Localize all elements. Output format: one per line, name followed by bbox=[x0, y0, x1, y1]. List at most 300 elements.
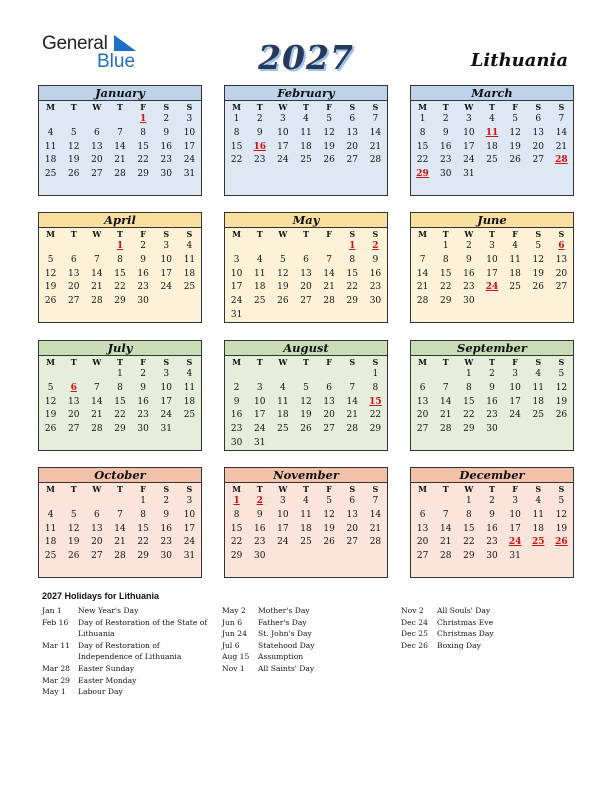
day-cell: 2 bbox=[163, 114, 170, 124]
day-cell: 15 bbox=[416, 141, 429, 152]
day-cell: 30 bbox=[463, 296, 475, 307]
day-cell: 8 bbox=[419, 127, 426, 138]
day-cell: 16 bbox=[137, 268, 149, 279]
holiday-day: 1 bbox=[140, 114, 147, 124]
month-december bbox=[410, 467, 574, 578]
holiday-entry bbox=[401, 617, 566, 629]
weekday-label: W bbox=[464, 484, 474, 494]
day-cell: 3 bbox=[279, 114, 286, 124]
weekday-label: T bbox=[117, 357, 123, 367]
day-grid bbox=[225, 113, 387, 168]
empty-cell bbox=[271, 368, 294, 382]
day-cell: 20 bbox=[323, 410, 335, 421]
empty-cell bbox=[62, 113, 85, 127]
day-cell: 31 bbox=[160, 424, 172, 435]
day-cell: 6 bbox=[326, 382, 332, 393]
holiday-date: Aug 15 bbox=[222, 652, 250, 662]
weekday-label: T bbox=[256, 102, 263, 112]
day-cell: 4 bbox=[512, 241, 518, 251]
day-cell: 13 bbox=[346, 127, 358, 138]
holiday-name: Day of Restoration of Independence of Lithuania bbox=[78, 640, 182, 662]
day-cell: 6 bbox=[419, 509, 426, 520]
day-cell: 9 bbox=[233, 396, 240, 407]
day-cell: 31 bbox=[183, 551, 196, 562]
day-cell: 10 bbox=[277, 509, 289, 520]
day-cell: 17 bbox=[160, 268, 172, 279]
day-cell: 24 bbox=[183, 155, 196, 166]
day-cell: 6 bbox=[349, 114, 356, 124]
holiday-day: 6 bbox=[70, 382, 77, 393]
month-november bbox=[224, 467, 388, 578]
weekday-label: M bbox=[46, 229, 55, 239]
day-cell: 27 bbox=[346, 537, 358, 548]
day-cell: 15 bbox=[114, 268, 126, 279]
day-cell: 26 bbox=[323, 537, 335, 548]
weekday-label: T bbox=[489, 357, 495, 367]
day-cell: 12 bbox=[67, 523, 80, 534]
month-june bbox=[410, 212, 574, 323]
month-february bbox=[224, 85, 388, 196]
day-cell: 25 bbox=[253, 296, 266, 307]
weekday-label: S bbox=[349, 229, 356, 239]
day-cell: 8 bbox=[349, 254, 356, 265]
empty-cell bbox=[85, 495, 108, 509]
weekday-label: W bbox=[92, 229, 102, 239]
day-cell: 5 bbox=[326, 496, 332, 506]
day-cell: 9 bbox=[465, 254, 472, 265]
day-cell: 19 bbox=[509, 141, 521, 152]
day-cell: 25 bbox=[277, 424, 289, 435]
weekday-label: T bbox=[256, 357, 263, 367]
day-cell: 29 bbox=[137, 169, 149, 180]
day-cell: 21 bbox=[323, 282, 335, 293]
day-cell: 7 bbox=[558, 114, 565, 124]
day-cell: 17 bbox=[183, 523, 196, 534]
day-cell: 27 bbox=[416, 551, 429, 562]
holiday-day: 25 bbox=[532, 537, 545, 548]
day-cell: 7 bbox=[326, 254, 332, 265]
weekday-label: T bbox=[489, 484, 495, 494]
day-cell: 1 bbox=[465, 369, 472, 379]
day-cell: 5 bbox=[279, 254, 286, 265]
day-cell: 3 bbox=[279, 496, 286, 506]
day-cell: 12 bbox=[44, 396, 57, 407]
weekday-header bbox=[225, 101, 387, 113]
weekday-label: S bbox=[186, 357, 193, 367]
logo-text-blue: Blue bbox=[97, 51, 136, 72]
weekday-header bbox=[411, 228, 573, 240]
day-cell: 28 bbox=[416, 296, 429, 307]
day-cell: 23 bbox=[137, 282, 149, 293]
holiday-day: 2 bbox=[372, 241, 379, 251]
day-cell: 23 bbox=[230, 424, 243, 435]
weekday-label: T bbox=[489, 229, 495, 239]
day-cell: 27 bbox=[300, 296, 312, 307]
day-cell: 2 bbox=[256, 114, 263, 124]
day-cell: 28 bbox=[439, 551, 452, 562]
day-cell: 20 bbox=[91, 537, 103, 548]
day-cell: 8 bbox=[465, 382, 472, 393]
weekday-label: S bbox=[349, 484, 356, 494]
day-grid bbox=[411, 113, 573, 182]
empty-cell bbox=[294, 240, 317, 254]
day-cell: 10 bbox=[230, 268, 243, 279]
month-may bbox=[224, 212, 388, 323]
weekday-label: W bbox=[464, 229, 474, 239]
holiday-date: May 1 bbox=[42, 687, 66, 697]
day-cell: 2 bbox=[140, 241, 146, 251]
holiday-date: Jun 6 bbox=[222, 617, 243, 627]
day-cell: 11 bbox=[509, 254, 521, 265]
day-cell: 21 bbox=[91, 282, 103, 293]
month-title: September bbox=[411, 341, 573, 356]
day-cell: 8 bbox=[372, 382, 379, 393]
day-cell: 9 bbox=[489, 382, 495, 393]
holiday-date: Mar 29 bbox=[42, 675, 71, 685]
day-cell: 12 bbox=[300, 396, 312, 407]
day-cell: 10 bbox=[509, 382, 521, 393]
day-cell: 12 bbox=[323, 127, 335, 138]
page-title-year: 2027 bbox=[258, 38, 354, 77]
day-cell: 5 bbox=[70, 509, 77, 520]
day-cell: 21 bbox=[555, 141, 568, 152]
weekday-label: W bbox=[92, 102, 102, 112]
day-cell: 13 bbox=[532, 127, 544, 138]
holiday-entry bbox=[401, 628, 566, 640]
weekday-label: W bbox=[278, 484, 288, 494]
day-cell: 28 bbox=[369, 155, 382, 166]
weekday-label: M bbox=[46, 357, 55, 367]
day-cell: 14 bbox=[439, 396, 452, 407]
day-cell: 20 bbox=[532, 141, 544, 152]
weekday-label: T bbox=[256, 484, 263, 494]
weekday-label: S bbox=[372, 357, 379, 367]
weekday-label: M bbox=[418, 484, 427, 494]
day-cell: 29 bbox=[114, 296, 126, 307]
day-cell: 19 bbox=[44, 410, 57, 421]
weekday-label: F bbox=[512, 484, 518, 494]
empty-cell bbox=[248, 240, 271, 254]
day-grid bbox=[411, 240, 573, 309]
day-cell: 22 bbox=[346, 282, 358, 293]
holiday-day: 1 bbox=[233, 496, 240, 506]
day-cell: 19 bbox=[323, 523, 335, 534]
day-cell: 13 bbox=[67, 268, 80, 279]
day-cell: 24 bbox=[277, 155, 289, 166]
day-cell: 26 bbox=[44, 296, 57, 307]
day-cell: 7 bbox=[419, 254, 426, 265]
weekday-label: S bbox=[349, 102, 356, 112]
day-cell: 16 bbox=[369, 268, 382, 279]
holiday-date: Jun 24 bbox=[222, 629, 247, 639]
day-cell: 20 bbox=[67, 410, 80, 421]
holiday-name: New Year's Day bbox=[78, 606, 139, 615]
holiday-date: Mar 28 bbox=[42, 663, 71, 673]
day-cell: 26 bbox=[300, 424, 312, 435]
day-cell: 14 bbox=[439, 523, 452, 534]
day-cell: 24 bbox=[160, 410, 172, 421]
holiday-date: Nov 2 bbox=[401, 606, 424, 615]
day-cell: 30 bbox=[160, 551, 172, 562]
day-cell: 4 bbox=[535, 496, 542, 506]
weekday-label: T bbox=[70, 102, 77, 112]
day-cell: 15 bbox=[114, 396, 126, 407]
holiday-entry bbox=[42, 605, 214, 617]
empty-cell bbox=[341, 368, 364, 382]
holiday-date: May 2 bbox=[222, 606, 246, 615]
day-cell: 25 bbox=[300, 537, 312, 548]
day-cell: 2 bbox=[489, 496, 495, 506]
weekday-label: S bbox=[372, 229, 379, 239]
day-cell: 26 bbox=[67, 551, 80, 562]
day-cell: 27 bbox=[416, 424, 429, 435]
weekday-label: T bbox=[442, 484, 449, 494]
empty-cell bbox=[225, 240, 248, 254]
day-cell: 21 bbox=[369, 523, 382, 534]
day-cell: 15 bbox=[137, 523, 149, 534]
day-cell: 30 bbox=[253, 551, 266, 562]
day-cell: 8 bbox=[140, 509, 146, 520]
empty-cell bbox=[411, 240, 434, 254]
day-cell: 30 bbox=[230, 437, 243, 448]
day-cell: 31 bbox=[253, 437, 266, 448]
day-cell: 27 bbox=[555, 282, 568, 293]
weekday-label: T bbox=[303, 357, 309, 367]
day-cell: 21 bbox=[439, 537, 452, 548]
empty-cell bbox=[271, 240, 294, 254]
month-march bbox=[410, 85, 574, 196]
holiday-name: Labour Day bbox=[78, 687, 123, 697]
month-january bbox=[38, 85, 202, 196]
month-title: February bbox=[225, 86, 387, 101]
day-cell: 23 bbox=[486, 410, 498, 421]
weekday-label: W bbox=[278, 357, 288, 367]
day-cell: 27 bbox=[67, 424, 80, 435]
day-cell: 3 bbox=[186, 496, 193, 506]
day-cell: 27 bbox=[91, 551, 103, 562]
empty-cell bbox=[248, 368, 271, 382]
day-cell: 14 bbox=[91, 396, 103, 407]
day-cell: 21 bbox=[439, 410, 452, 421]
holiday-column bbox=[42, 605, 214, 698]
country-title: Lithuania bbox=[470, 50, 568, 71]
day-cell: 26 bbox=[555, 410, 568, 421]
holiday-entry bbox=[222, 617, 387, 629]
month-title: March bbox=[411, 86, 573, 101]
day-cell: 8 bbox=[233, 127, 240, 138]
empty-cell bbox=[318, 368, 341, 382]
day-cell: 25 bbox=[183, 282, 196, 293]
day-cell: 14 bbox=[369, 509, 382, 520]
weekday-header bbox=[411, 356, 573, 368]
empty-cell bbox=[318, 240, 341, 254]
day-cell: 16 bbox=[160, 141, 172, 152]
day-cell: 4 bbox=[256, 254, 263, 265]
day-cell: 12 bbox=[532, 254, 544, 265]
day-cell: 19 bbox=[323, 141, 335, 152]
day-cell: 29 bbox=[369, 424, 382, 435]
day-cell: 22 bbox=[416, 155, 429, 166]
day-cell: 5 bbox=[535, 241, 542, 251]
day-cell: 20 bbox=[91, 155, 103, 166]
day-cell: 10 bbox=[253, 396, 266, 407]
day-cell: 13 bbox=[555, 254, 568, 265]
day-cell: 25 bbox=[44, 169, 57, 180]
weekday-label: M bbox=[46, 102, 55, 112]
day-grid bbox=[411, 495, 573, 564]
day-cell: 7 bbox=[117, 509, 123, 520]
holiday-date: Dec 26 bbox=[401, 640, 428, 650]
weekday-label: S bbox=[163, 102, 170, 112]
weekday-label: F bbox=[140, 102, 146, 112]
day-cell: 23 bbox=[463, 282, 475, 293]
day-cell: 2 bbox=[163, 496, 170, 506]
day-cell: 12 bbox=[555, 509, 568, 520]
day-cell: 1 bbox=[140, 496, 146, 506]
day-cell: 29 bbox=[230, 551, 243, 562]
day-cell: 21 bbox=[114, 155, 126, 166]
day-grid bbox=[225, 368, 387, 451]
day-cell: 22 bbox=[114, 282, 126, 293]
weekday-label: M bbox=[232, 484, 241, 494]
day-cell: 8 bbox=[233, 509, 240, 520]
month-title: April bbox=[39, 213, 201, 228]
weekday-label: S bbox=[186, 102, 193, 112]
weekday-label: T bbox=[303, 484, 309, 494]
day-cell: 19 bbox=[555, 523, 568, 534]
month-title: December bbox=[411, 468, 573, 483]
day-cell: 17 bbox=[230, 282, 243, 293]
holiday-day: 29 bbox=[416, 169, 429, 180]
day-cell: 13 bbox=[67, 396, 80, 407]
day-cell: 26 bbox=[67, 169, 80, 180]
holiday-date: Dec 25 bbox=[401, 629, 428, 639]
weekday-label: M bbox=[418, 357, 427, 367]
day-cell: 3 bbox=[233, 254, 240, 265]
day-cell: 8 bbox=[140, 127, 146, 138]
day-cell: 16 bbox=[230, 410, 243, 421]
day-cell: 20 bbox=[67, 282, 80, 293]
day-cell: 9 bbox=[140, 254, 146, 265]
day-cell: 6 bbox=[70, 254, 77, 265]
month-october bbox=[38, 467, 202, 578]
day-cell: 30 bbox=[137, 296, 149, 307]
day-cell: 23 bbox=[439, 155, 452, 166]
day-cell: 3 bbox=[512, 496, 518, 506]
day-cell: 29 bbox=[463, 551, 475, 562]
day-cell: 27 bbox=[323, 424, 335, 435]
day-cell: 20 bbox=[416, 410, 429, 421]
day-cell: 7 bbox=[372, 496, 379, 506]
day-cell: 2 bbox=[465, 241, 472, 251]
weekday-label: W bbox=[278, 229, 288, 239]
day-cell: 1 bbox=[233, 114, 240, 124]
holiday-date: Mar 11 bbox=[42, 640, 71, 650]
holiday-name: Mother's Day bbox=[258, 606, 310, 615]
weekday-header bbox=[225, 356, 387, 368]
day-cell: 4 bbox=[186, 241, 193, 251]
weekday-header bbox=[39, 228, 201, 240]
day-cell: 26 bbox=[532, 282, 544, 293]
day-cell: 6 bbox=[93, 127, 100, 138]
day-cell: 5 bbox=[558, 496, 565, 506]
day-cell: 31 bbox=[183, 169, 196, 180]
day-cell: 24 bbox=[230, 296, 243, 307]
day-cell: 4 bbox=[186, 369, 193, 379]
month-july bbox=[38, 340, 202, 451]
empty-cell bbox=[39, 113, 62, 127]
day-cell: 13 bbox=[300, 268, 312, 279]
weekday-label: S bbox=[535, 357, 542, 367]
day-cell: 25 bbox=[183, 410, 196, 421]
day-cell: 16 bbox=[160, 523, 172, 534]
day-cell: 22 bbox=[463, 537, 475, 548]
empty-cell bbox=[294, 368, 317, 382]
day-cell: 2 bbox=[489, 369, 495, 379]
day-cell: 29 bbox=[114, 424, 126, 435]
weekday-label: M bbox=[232, 229, 241, 239]
weekday-label: F bbox=[326, 102, 332, 112]
day-cell: 8 bbox=[442, 254, 449, 265]
day-cell: 17 bbox=[277, 523, 289, 534]
day-cell: 25 bbox=[486, 155, 498, 166]
holiday-name: Christmas Eve bbox=[437, 617, 494, 627]
day-cell: 1 bbox=[117, 369, 123, 379]
weekday-label: S bbox=[349, 357, 356, 367]
weekday-label: T bbox=[70, 357, 77, 367]
weekday-label: T bbox=[117, 484, 123, 494]
day-cell: 19 bbox=[44, 282, 57, 293]
day-cell: 11 bbox=[532, 509, 544, 520]
logo-text-general: General bbox=[42, 33, 108, 54]
weekday-label: F bbox=[326, 229, 332, 239]
day-cell: 4 bbox=[535, 369, 542, 379]
day-cell: 16 bbox=[439, 141, 452, 152]
weekday-label: F bbox=[140, 484, 146, 494]
holiday-entry bbox=[42, 640, 214, 663]
weekday-label: M bbox=[232, 102, 241, 112]
holiday-day: 16 bbox=[253, 141, 266, 152]
empty-cell bbox=[39, 240, 62, 254]
holiday-entry bbox=[222, 640, 387, 652]
day-cell: 3 bbox=[256, 382, 263, 393]
day-cell: 31 bbox=[509, 551, 521, 562]
day-cell: 19 bbox=[67, 155, 80, 166]
day-cell: 6 bbox=[349, 496, 356, 506]
day-cell: 26 bbox=[277, 296, 289, 307]
weekday-header bbox=[39, 356, 201, 368]
holiday-name: All Saints' Day bbox=[258, 663, 315, 673]
day-cell: 4 bbox=[303, 496, 309, 506]
day-cell: 9 bbox=[140, 382, 146, 393]
weekday-header bbox=[39, 483, 201, 495]
day-cell: 7 bbox=[372, 114, 379, 124]
month-title: May bbox=[225, 213, 387, 228]
day-cell: 26 bbox=[509, 155, 521, 166]
day-cell: 10 bbox=[160, 382, 172, 393]
holiday-name: Easter Monday bbox=[78, 675, 137, 685]
day-cell: 15 bbox=[439, 268, 452, 279]
day-cell: 18 bbox=[532, 523, 544, 534]
day-cell: 24 bbox=[160, 282, 172, 293]
empty-cell bbox=[62, 240, 85, 254]
weekday-label: T bbox=[442, 229, 449, 239]
day-cell: 17 bbox=[253, 410, 266, 421]
day-cell: 15 bbox=[463, 523, 475, 534]
weekday-label: S bbox=[163, 229, 170, 239]
day-cell: 14 bbox=[346, 396, 358, 407]
day-cell: 28 bbox=[91, 296, 103, 307]
